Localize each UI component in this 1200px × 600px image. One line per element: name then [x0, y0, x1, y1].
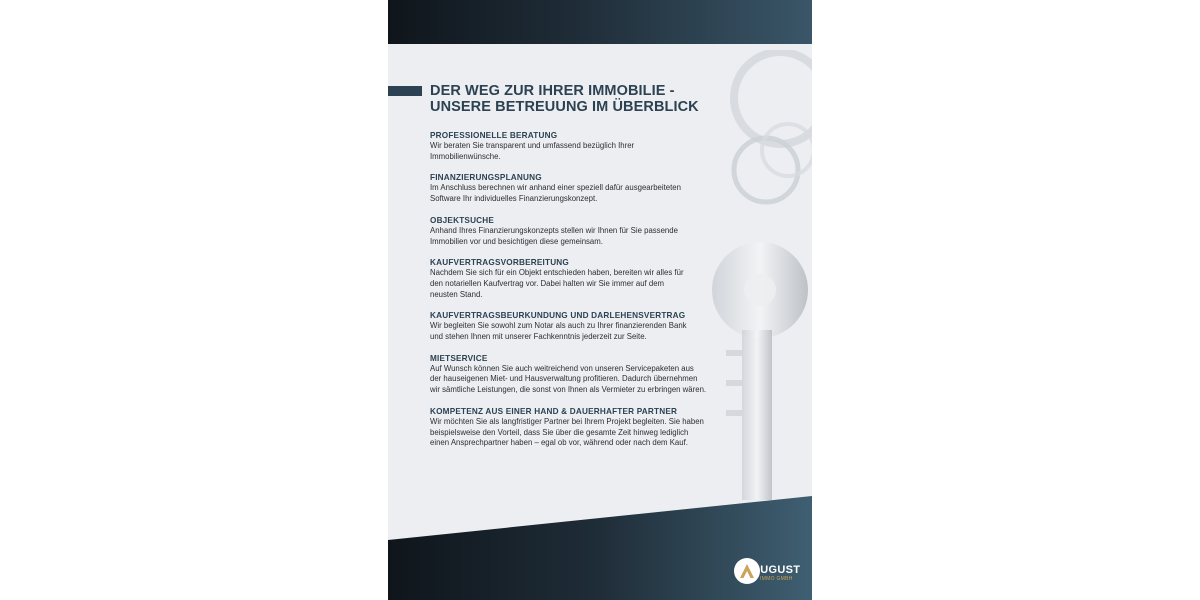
text-line: Wir möchten Sie als langfristiger Partner bei Ihrem Projekt begleiten. Sie haben: [430, 416, 704, 426]
section-beurkundung: [430, 310, 730, 342]
section-kaufvertragsvorbereitung: [430, 257, 730, 300]
section-title: KAUFVERTRAGSVORBEREITUNG: [430, 258, 569, 268]
text-line: Software Ihr individuelles Finanzierungskonzept.: [430, 194, 598, 204]
text-line: und stehen Ihnen mit unserer Fachkenntnis jederzeit zur Seite.: [430, 332, 647, 342]
heading-accent-bar: [388, 86, 422, 96]
text-line: Immobilien vor und besichtigen diese gemeinsam.: [430, 236, 603, 246]
section-text: [430, 417, 730, 449]
section-text: [430, 226, 730, 247]
section-beratung: [430, 130, 730, 162]
text-line: Immobilienwünsche.: [430, 151, 501, 161]
service-sections: [430, 130, 730, 459]
section-title: PROFESSIONELLE BERATUNG: [430, 131, 558, 140]
text-line: Wir begleiten Sie sowohl zum Notar als auch zu Ihrer finanzierenden Bank: [430, 321, 687, 331]
section-text: [430, 183, 730, 204]
section-mietservice: [430, 353, 730, 396]
text-line: einen Ansprechpartner haben – egal ob vor, während oder nach dem Kauf.: [430, 438, 688, 448]
page-title-line-2: UNSERE BETREUUNG IM ÜBERBLICK: [430, 99, 699, 115]
section-title: MIETSERVICE: [430, 353, 488, 363]
section-title: KOMPETENZ AUS EINER HAND & DAUERHAFTER PARTNER: [430, 406, 678, 416]
section-finanzierung: [430, 172, 730, 204]
section-title: FINANZIERUNGSPLANUNG: [430, 173, 542, 183]
top-color-band: [388, 0, 812, 44]
text-line: Anhand Ihres Finanzierungskonzepts stellen wir Ihnen für Sie passende: [430, 225, 678, 235]
text-line: neusten Stand.: [430, 289, 483, 299]
text-line: beispielsweise den Vorteil, dass Sie über die gesamte Zeit hinweg lediglich: [430, 427, 689, 437]
section-title: KAUFVERTRAGSBEURKUNDUNG UND DARLEHENSVERTRAG: [430, 311, 686, 321]
section-text: [430, 268, 730, 300]
page-title-line-1: DER WEG ZUR IHRER IMMOBILIE -: [430, 83, 675, 99]
page-title: [430, 83, 750, 115]
section-objektsuche: [430, 215, 730, 247]
text-line: wir sämtliche Leistungen, die sonst von Ihnen als Vermieter zu erbringen wären.: [430, 385, 707, 395]
text-line: Auf Wunsch können Sie auch weitreichend von unseren Servicepaketen aus: [430, 363, 694, 373]
section-text: [430, 364, 730, 396]
text-line: Im Anschluss berechnen wir anhand einer speziell dafür ausgearbeiteten: [430, 183, 681, 193]
text-line: den notariellen Kaufvertrag vor. Dabei halten wir Sie immer auf dem: [430, 278, 665, 288]
section-title: OBJEKTSUCHE: [430, 215, 495, 225]
logo-name: AUGUST: [752, 564, 801, 576]
text-line: Wir beraten Sie transparent und umfassend bezüglich Ihrer: [430, 141, 635, 150]
logo-subtitle: IMMO GMBH: [760, 576, 793, 582]
company-logo: [734, 558, 800, 584]
text-line: Nachdem Sie sich für ein Objekt entschieden haben, bereiten wir alles für: [430, 268, 684, 278]
section-text: [430, 141, 730, 162]
brochure-page: [388, 0, 812, 600]
text-line: der hauseigenen Miet- und Hausverwaltung profitieren. Dadurch übernehmen: [430, 374, 698, 384]
section-kompetenz: [430, 406, 730, 449]
section-text: [430, 321, 730, 342]
